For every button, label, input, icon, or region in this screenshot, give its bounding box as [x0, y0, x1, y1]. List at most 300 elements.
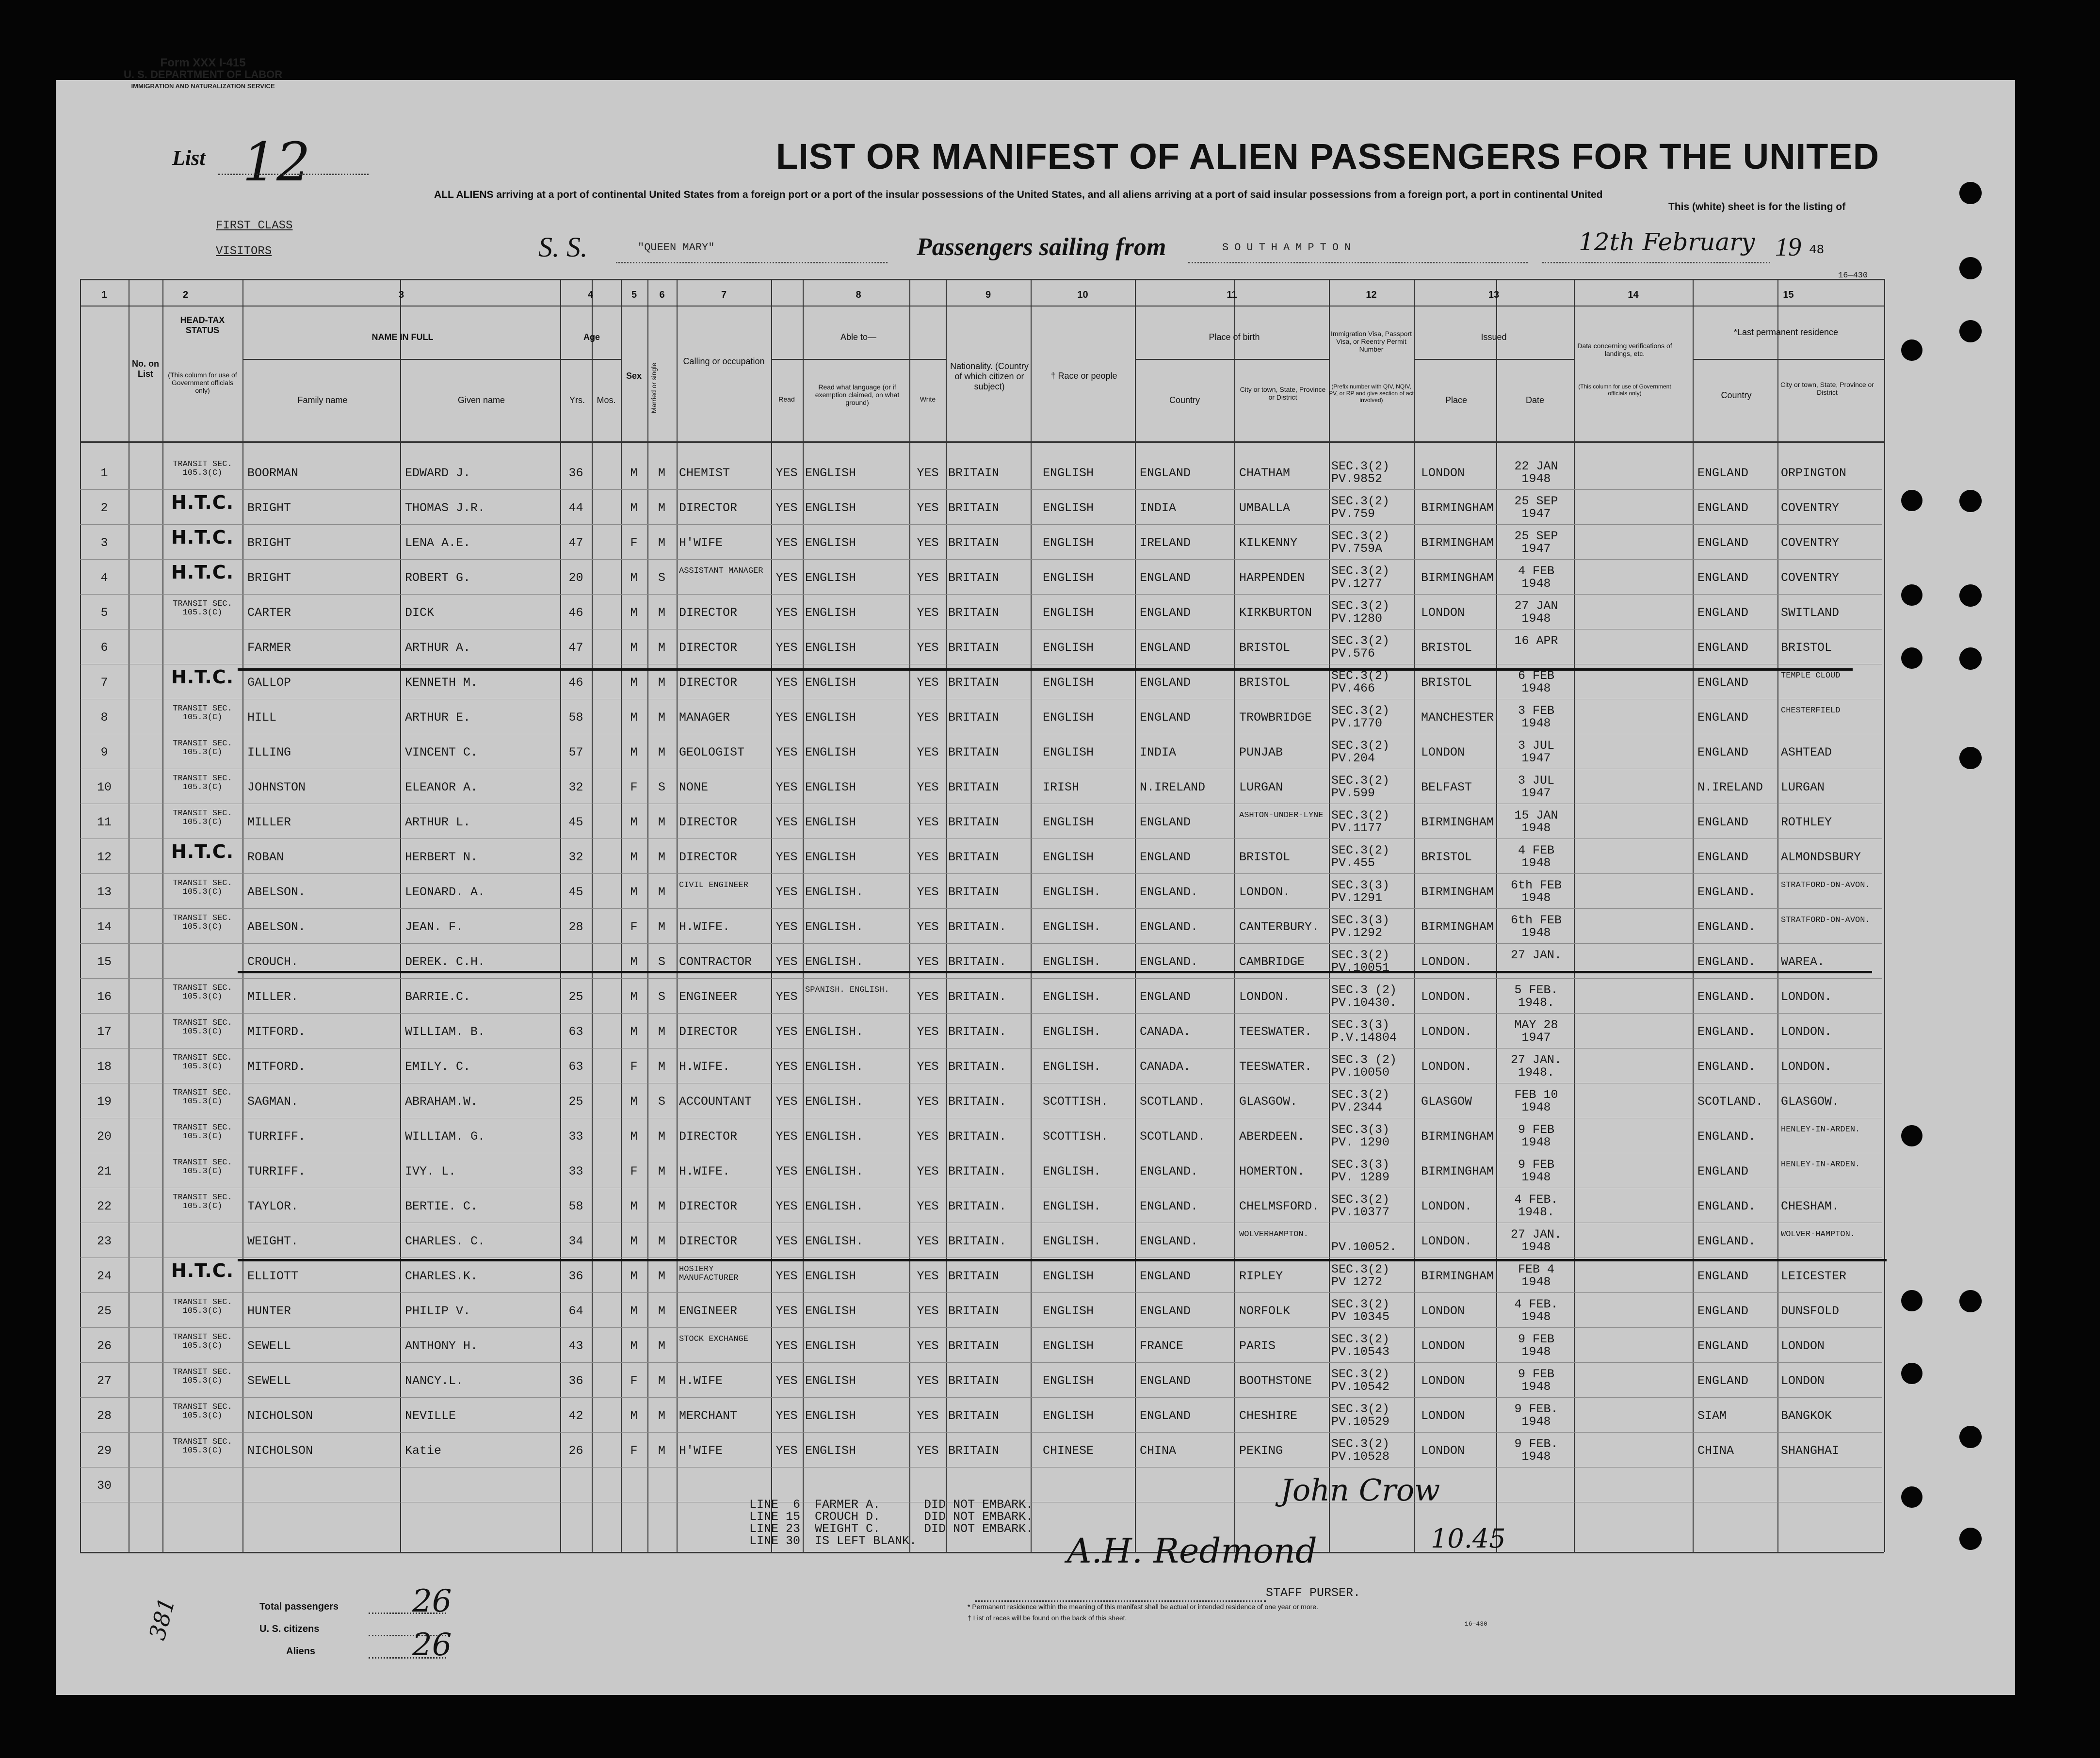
- issued-place: LONDON: [1421, 1444, 1465, 1458]
- header-write: Write: [920, 395, 936, 403]
- visa-section: SEC.3(2): [1331, 634, 1390, 648]
- can-write: YES: [917, 920, 939, 934]
- occupation: GEOLOGIST: [679, 745, 745, 759]
- sex: M: [630, 1129, 638, 1144]
- birth-country: ENGLAND: [1140, 641, 1191, 655]
- subheader-divider: [1414, 359, 1574, 360]
- punch-hole: [1959, 1426, 1982, 1448]
- age-years: 32: [568, 780, 583, 794]
- birth-country: SCOTLAND.: [1140, 1095, 1206, 1109]
- visa-section: SEC.3(2): [1331, 459, 1390, 473]
- can-write: YES: [917, 641, 939, 655]
- strike-line-23: [238, 1259, 1887, 1261]
- margin-note: 381: [144, 1595, 180, 1643]
- given-name: CHARLES. C.: [405, 1234, 485, 1248]
- birth-country: CANADA.: [1140, 1060, 1191, 1074]
- family-name: BOORMAN: [247, 466, 299, 480]
- residence-city: COVENTRY: [1781, 571, 1840, 585]
- issued-year: 1947: [1521, 786, 1551, 800]
- birth-country: ENGLAND: [1140, 1409, 1191, 1423]
- punch-hole: [1959, 1290, 1982, 1312]
- read-language: ENGLISH.: [805, 1129, 864, 1144]
- can-read: YES: [775, 745, 798, 759]
- race: ENGLISH.: [1043, 1199, 1101, 1213]
- given-name: EDWARD J.: [405, 466, 471, 480]
- column-number: 6: [659, 290, 665, 300]
- race: ENGLISH: [1043, 1374, 1094, 1388]
- can-read: YES: [775, 780, 798, 794]
- family-name: BRIGHT: [247, 501, 291, 515]
- header-bottom-border: [80, 441, 1884, 443]
- family-name: ROBAN: [247, 850, 284, 864]
- read-language: ENGLISH: [805, 1339, 856, 1353]
- birth-city: KIRKBURTON: [1239, 606, 1312, 620]
- read-language: ENGLISH: [805, 1269, 856, 1283]
- nationality: BRITAIN.: [948, 1060, 1007, 1074]
- row-number: 21: [97, 1164, 112, 1178]
- header-place-of-birth: Place of birth: [1209, 332, 1260, 342]
- subheader-divider: [560, 359, 621, 360]
- row-number: 4: [100, 571, 108, 585]
- visa-section: SEC.3(2): [1331, 529, 1390, 543]
- sex: F: [630, 536, 638, 550]
- residence-city: CHESTERFIELD: [1781, 706, 1841, 715]
- row-rule: [80, 978, 1882, 979]
- row-number: 29: [97, 1444, 112, 1458]
- issued-place: BIRMINGHAM: [1421, 920, 1494, 934]
- sex: M: [630, 466, 638, 480]
- residence-country: ENGLAND: [1697, 571, 1749, 585]
- family-name: NICHOLSON: [247, 1409, 313, 1423]
- marital-status: M: [658, 466, 665, 480]
- row-number: 17: [97, 1025, 112, 1039]
- visa-number: PV.599: [1331, 786, 1375, 800]
- row-number: 25: [97, 1304, 112, 1318]
- head-tax-status: TRANSIT SEC. 105.3(C): [173, 879, 232, 897]
- read-language: ENGLISH.: [805, 955, 864, 969]
- race: ENGLISH.: [1043, 1025, 1101, 1039]
- subheader-divider: [1135, 359, 1329, 360]
- issued-place: GLASGOW: [1421, 1095, 1472, 1109]
- header-res-country: Country: [1721, 390, 1752, 400]
- visa-section: SEC.3(2): [1331, 774, 1390, 788]
- age-years: 20: [568, 571, 583, 585]
- visa-number: PV.10528: [1331, 1450, 1390, 1464]
- age-years: 36: [568, 466, 583, 480]
- visa-number: PV.576: [1331, 646, 1375, 661]
- column-divider: [1031, 279, 1032, 1552]
- visa-number: PV.1277: [1331, 577, 1383, 591]
- issued-year: 1948: [1521, 1415, 1551, 1429]
- occupation: ENGINEER: [679, 990, 738, 1004]
- head-tax-status: TRANSIT SEC. 105.3(C): [173, 914, 232, 932]
- given-name: DEREK. C.H.: [405, 955, 485, 969]
- punch-hole: [1901, 1290, 1922, 1311]
- occupation: DIRECTOR: [679, 606, 738, 620]
- issued-date: FEB 10: [1514, 1088, 1558, 1102]
- row-number: 11: [97, 815, 112, 829]
- can-write: YES: [917, 1164, 939, 1178]
- header-no: No. on List: [132, 359, 159, 379]
- given-name: KENNETH M.: [405, 676, 478, 690]
- age-years: 46: [568, 676, 583, 690]
- visa-section: SEC.3(2): [1331, 494, 1390, 508]
- marital-status: M: [658, 1339, 665, 1353]
- visa-number: PV.2344: [1331, 1100, 1383, 1114]
- can-read: YES: [775, 1339, 798, 1353]
- residence-city: DUNSFOLD: [1781, 1304, 1840, 1318]
- family-name: BRIGHT: [247, 571, 291, 585]
- header-family-name: Family name: [297, 395, 348, 405]
- header-visa: Immigration Visa, Passport Visa, or Reentry Permit Number: [1330, 330, 1412, 353]
- occupation: H.WIFE: [679, 1374, 723, 1388]
- nationality: BRITAIN: [948, 606, 1000, 620]
- race: ENGLISH: [1043, 536, 1094, 550]
- can-read: YES: [775, 606, 798, 620]
- visa-number: PV.759: [1331, 507, 1375, 521]
- issued-year: 1948: [1521, 926, 1551, 940]
- row-rule: [80, 489, 1882, 490]
- residence-city: SWITLAND: [1781, 606, 1840, 620]
- issued-date: 25 SEP: [1514, 529, 1558, 543]
- occupation: ENGINEER: [679, 1304, 738, 1318]
- can-read: YES: [775, 1269, 798, 1283]
- issued-year: 1947: [1521, 751, 1551, 765]
- can-write: YES: [917, 1269, 939, 1283]
- read-language: ENGLISH: [805, 536, 856, 550]
- departure-date: 12th February: [1579, 228, 1755, 256]
- header-mos: Mos.: [597, 395, 616, 405]
- visa-number: PV.9852: [1331, 472, 1383, 486]
- issued-year: 1948: [1521, 1170, 1551, 1184]
- header-yrs: Yrs.: [569, 395, 585, 405]
- ss-label: S. S.: [538, 231, 588, 263]
- issued-date: 9 FEB.: [1514, 1402, 1558, 1416]
- residence-country: ENGLAND: [1697, 1269, 1749, 1283]
- age-years: 58: [568, 1199, 583, 1213]
- marital-status: M: [658, 606, 665, 620]
- form-code-bottom: 16—430: [1465, 1620, 1487, 1628]
- header-age: Age: [583, 332, 600, 342]
- column-divider: [1884, 279, 1885, 1552]
- punch-hole: [1959, 747, 1982, 769]
- residence-country: ENGLAND: [1697, 850, 1749, 864]
- visa-number: PV.759A: [1331, 542, 1383, 556]
- issued-date: 4 FEB.: [1514, 1193, 1558, 1207]
- column-number: 2: [182, 290, 189, 300]
- residence-city: LURGAN: [1781, 780, 1825, 794]
- column-number: 14: [1628, 290, 1639, 300]
- row-number: 10: [97, 780, 112, 794]
- row-number: 19: [97, 1095, 112, 1109]
- family-name: TURRIFF.: [247, 1129, 306, 1144]
- birth-country: ENGLAND.: [1140, 1234, 1198, 1248]
- age-years: 45: [568, 885, 583, 899]
- residence-country: ENGLAND: [1697, 536, 1749, 550]
- sex: M: [630, 710, 638, 725]
- remark-line: LINE 6 FARMER A. DID NOT EMBARK.: [749, 1498, 1034, 1512]
- age-years: 32: [568, 850, 583, 864]
- column-divider: [803, 279, 804, 1552]
- age-years: 64: [568, 1304, 583, 1318]
- issued-place: BIRMINGHAM: [1421, 1129, 1494, 1144]
- visa-number: PV.10051: [1331, 961, 1390, 975]
- nationality: BRITAIN.: [948, 1234, 1007, 1248]
- family-name: GALLOP: [247, 676, 291, 690]
- date-underline: [1542, 262, 1770, 263]
- visa-number: PV. 1290: [1331, 1135, 1390, 1149]
- residence-country: ENGLAND: [1697, 466, 1749, 480]
- residence-country: ENGLAND: [1697, 676, 1749, 690]
- issued-date: 3 FEB: [1518, 704, 1554, 718]
- nationality: BRITAIN.: [948, 1164, 1007, 1178]
- column-divider: [400, 279, 401, 1552]
- given-name: ARTHUR A.: [405, 641, 471, 655]
- row-number: 28: [97, 1409, 112, 1423]
- table-top-border: [80, 279, 1884, 280]
- head-tax-status: TRANSIT SEC. 105.3(C): [173, 1158, 232, 1176]
- nationality: BRITAIN.: [948, 1025, 1007, 1039]
- age-years: 45: [568, 815, 583, 829]
- given-name: EMILY. C.: [405, 1060, 471, 1074]
- race: ENGLISH: [1043, 815, 1094, 829]
- residence-city: ALMONDSBURY: [1781, 850, 1861, 864]
- residence-country: ENGLAND: [1697, 710, 1749, 725]
- can-write: YES: [917, 1060, 939, 1074]
- header-read-language: Read what language (or if exemption claimed, on what ground): [815, 383, 900, 406]
- occupation: DIRECTOR: [679, 1234, 738, 1248]
- nationality: BRITAIN: [948, 1339, 1000, 1353]
- birth-city: HOMERTON.: [1239, 1164, 1305, 1178]
- given-name: BARRIE.C.: [405, 990, 471, 1004]
- can-write: YES: [917, 955, 939, 969]
- residence-city: STRATFORD-ON-AVON.: [1781, 881, 1870, 890]
- age-years: 47: [568, 641, 583, 655]
- marital-status: M: [658, 641, 665, 655]
- birth-country: ENGLAND: [1140, 571, 1191, 585]
- birth-country: ENGLAND: [1140, 990, 1191, 1004]
- race: ENGLISH: [1043, 710, 1094, 725]
- can-write: YES: [917, 1129, 939, 1144]
- column-number: 15: [1783, 290, 1794, 300]
- family-name: ABELSON.: [247, 885, 306, 899]
- issued-year: 1948: [1521, 821, 1551, 835]
- family-name: CROUCH.: [247, 955, 299, 969]
- birth-country: ENGLAND.: [1140, 1199, 1198, 1213]
- given-name: BERTIE. C.: [405, 1199, 478, 1213]
- visa-section: SEC.3(2): [1331, 1437, 1390, 1451]
- birth-country: ENGLAND: [1140, 1269, 1191, 1283]
- column-divider: [909, 279, 910, 1552]
- birth-city: BOOTHSTONE: [1239, 1374, 1312, 1388]
- us-citizens-label: U. S. citizens: [259, 1624, 320, 1634]
- race: ENGLISH.: [1043, 955, 1101, 969]
- birth-city: CANTERBURY.: [1239, 920, 1320, 934]
- year-suffix: 48: [1809, 242, 1825, 257]
- issued-year: 1947: [1521, 507, 1551, 521]
- can-read: YES: [775, 1164, 798, 1178]
- sex: M: [630, 990, 638, 1004]
- family-name: MITFORD.: [247, 1025, 306, 1039]
- sex: M: [630, 1199, 638, 1213]
- occupation: CONTRACTOR: [679, 955, 752, 969]
- birth-country: ENGLAND: [1140, 466, 1191, 480]
- birth-country: ENGLAND.: [1140, 920, 1198, 934]
- family-name: WEIGHT.: [247, 1234, 299, 1248]
- form-code-top: 16—430: [1838, 271, 1868, 280]
- race: ENGLISH.: [1043, 920, 1101, 934]
- punch-hole: [1901, 1363, 1922, 1384]
- head-tax-status: TRANSIT SEC. 105.3(C): [173, 1018, 232, 1036]
- head-tax-status: H.T.C.: [171, 562, 234, 583]
- nationality: BRITAIN: [948, 780, 1000, 794]
- issued-place: LONDON: [1421, 1374, 1465, 1388]
- occupation: DIRECTOR: [679, 1199, 738, 1213]
- read-language: ENGLISH: [805, 1304, 856, 1318]
- visa-number: PV. 1289: [1331, 1170, 1390, 1184]
- sailing-label: Passengers sailing from: [917, 233, 1166, 261]
- issued-date: 6th FEB: [1510, 878, 1562, 892]
- row-rule: [80, 873, 1882, 874]
- occupation: DIRECTOR: [679, 676, 738, 690]
- birth-city: LURGAN: [1239, 780, 1283, 794]
- header-birth-country: Country: [1169, 395, 1200, 405]
- row-number: 15: [97, 955, 112, 969]
- officer-signature: John Crow: [1280, 1472, 1440, 1508]
- residence-country: ENGLAND: [1697, 1374, 1749, 1388]
- birth-country: ENGLAND.: [1140, 955, 1198, 969]
- issued-place: MANCHESTER: [1421, 710, 1494, 725]
- can-write: YES: [917, 1199, 939, 1213]
- can-read: YES: [775, 1095, 798, 1109]
- family-name: NICHOLSON: [247, 1444, 313, 1458]
- head-tax-status: TRANSIT SEC. 105.3(C): [173, 984, 232, 1001]
- can-read: YES: [775, 501, 798, 515]
- residence-city: COVENTRY: [1781, 501, 1840, 515]
- row-number: 8: [100, 710, 108, 725]
- can-read: YES: [775, 815, 798, 829]
- column-number: 10: [1077, 290, 1088, 300]
- visa-section: SEC.3 (2): [1331, 1053, 1397, 1067]
- given-name: HERBERT N.: [405, 850, 478, 864]
- marital-status: M: [658, 1025, 665, 1039]
- column-number: 1: [101, 290, 107, 300]
- occupation: H.WIFE.: [679, 1164, 730, 1178]
- form-identification: [124, 57, 282, 92]
- row-rule: [80, 594, 1882, 595]
- issued-place: BIRMINGHAM: [1421, 536, 1494, 550]
- punch-hole: [1901, 1125, 1922, 1146]
- birth-city: KILKENNY: [1239, 536, 1298, 550]
- issued-date: 9 FEB: [1518, 1123, 1554, 1137]
- purser-signature: A.H. Redmond: [1067, 1531, 1317, 1571]
- occupation: DIRECTOR: [679, 501, 738, 515]
- visa-number: PV.1291: [1331, 891, 1383, 905]
- row-rule: [80, 1467, 1882, 1468]
- sex: M: [630, 501, 638, 515]
- row-number: 6: [100, 641, 108, 655]
- marital-status: M: [658, 1374, 665, 1388]
- issued-date: MAY 28: [1514, 1018, 1558, 1032]
- nationality: BRITAIN: [948, 710, 1000, 725]
- sex: M: [630, 745, 638, 759]
- issued-date: 22 JAN: [1514, 459, 1558, 473]
- birth-city: CHATHAM: [1239, 466, 1291, 480]
- nationality: BRITAIN: [948, 1304, 1000, 1318]
- residence-country: ENGLAND: [1697, 1164, 1749, 1178]
- can-write: YES: [917, 745, 939, 759]
- birth-city: HARPENDEN: [1239, 571, 1305, 585]
- race: ENGLISH: [1043, 1269, 1094, 1283]
- visa-number: PV.1177: [1331, 821, 1383, 835]
- visa-section: SEC.3(2): [1331, 1402, 1390, 1416]
- strike-line-15: [238, 971, 1872, 973]
- issued-year: 1948: [1521, 681, 1551, 695]
- age-years: 63: [568, 1025, 583, 1039]
- issued-year: 1948: [1521, 1380, 1551, 1394]
- occupation: HOSIERY MANUFACTURER: [679, 1265, 739, 1283]
- age-years: 36: [568, 1269, 583, 1283]
- race: ENGLISH: [1043, 745, 1094, 759]
- given-name: NEVILLE: [405, 1409, 456, 1423]
- header-issued-place: Place: [1445, 395, 1468, 405]
- can-write: YES: [917, 501, 939, 515]
- residence-city: LONDON.: [1781, 1060, 1832, 1074]
- can-write: YES: [917, 1304, 939, 1318]
- age-years: 28: [568, 920, 583, 934]
- head-tax-status: H.T.C.: [171, 527, 234, 548]
- row-number: 3: [100, 536, 108, 550]
- issued-date: 9 FEB: [1518, 1332, 1554, 1346]
- sex: M: [630, 1304, 638, 1318]
- visa-section: SEC.3(3): [1331, 1018, 1390, 1032]
- marital-status: M: [658, 745, 665, 759]
- marital-status: M: [658, 1269, 665, 1283]
- can-write: YES: [917, 850, 939, 864]
- visa-section: SEC.3(2): [1331, 564, 1390, 578]
- residence-country: ENGLAND.: [1697, 1025, 1756, 1039]
- can-read: YES: [775, 885, 798, 899]
- read-language: ENGLISH.: [805, 1164, 864, 1178]
- header-visa-note: (Prefix number with QIV, NQIV, PV, or RP and give section of act involved): [1329, 383, 1414, 403]
- occupation: NONE: [679, 780, 709, 794]
- issued-place: LONDON.: [1421, 990, 1472, 1004]
- age-years: 46: [568, 606, 583, 620]
- sex: M: [630, 1339, 638, 1353]
- can-write: YES: [917, 1444, 939, 1458]
- visa-number: PV.10052.: [1331, 1240, 1397, 1254]
- issued-place: LONDON.: [1421, 1025, 1472, 1039]
- occupation: H'WIFE: [679, 536, 723, 550]
- read-language: ENGLISH: [805, 676, 856, 690]
- read-language: ENGLISH.: [805, 1095, 864, 1109]
- marital-status: M: [658, 1409, 665, 1423]
- issued-date: 27 JAN.: [1510, 948, 1562, 962]
- issued-place: BIRMINGHAM: [1421, 1269, 1494, 1283]
- birth-country: SCOTLAND.: [1140, 1129, 1206, 1144]
- service-name: IMMIGRATION AND NATURALIZATION SERVICE: [131, 82, 275, 90]
- header-data-concerning: Data concerning verifications of landings, etc.: [1577, 342, 1672, 357]
- punch-hole: [1901, 490, 1922, 511]
- marital-status: M: [658, 676, 665, 690]
- visa-section: SEC.3(2): [1331, 704, 1390, 718]
- issued-date: 4 FEB: [1518, 843, 1554, 857]
- visa-section: SEC.3(2): [1331, 669, 1390, 683]
- head-tax-status: TRANSIT SEC. 105.3(C): [173, 1437, 232, 1455]
- given-name: CHARLES.K.: [405, 1269, 478, 1283]
- occupation: DIRECTOR: [679, 641, 738, 655]
- visa-number: PV.466: [1331, 681, 1375, 695]
